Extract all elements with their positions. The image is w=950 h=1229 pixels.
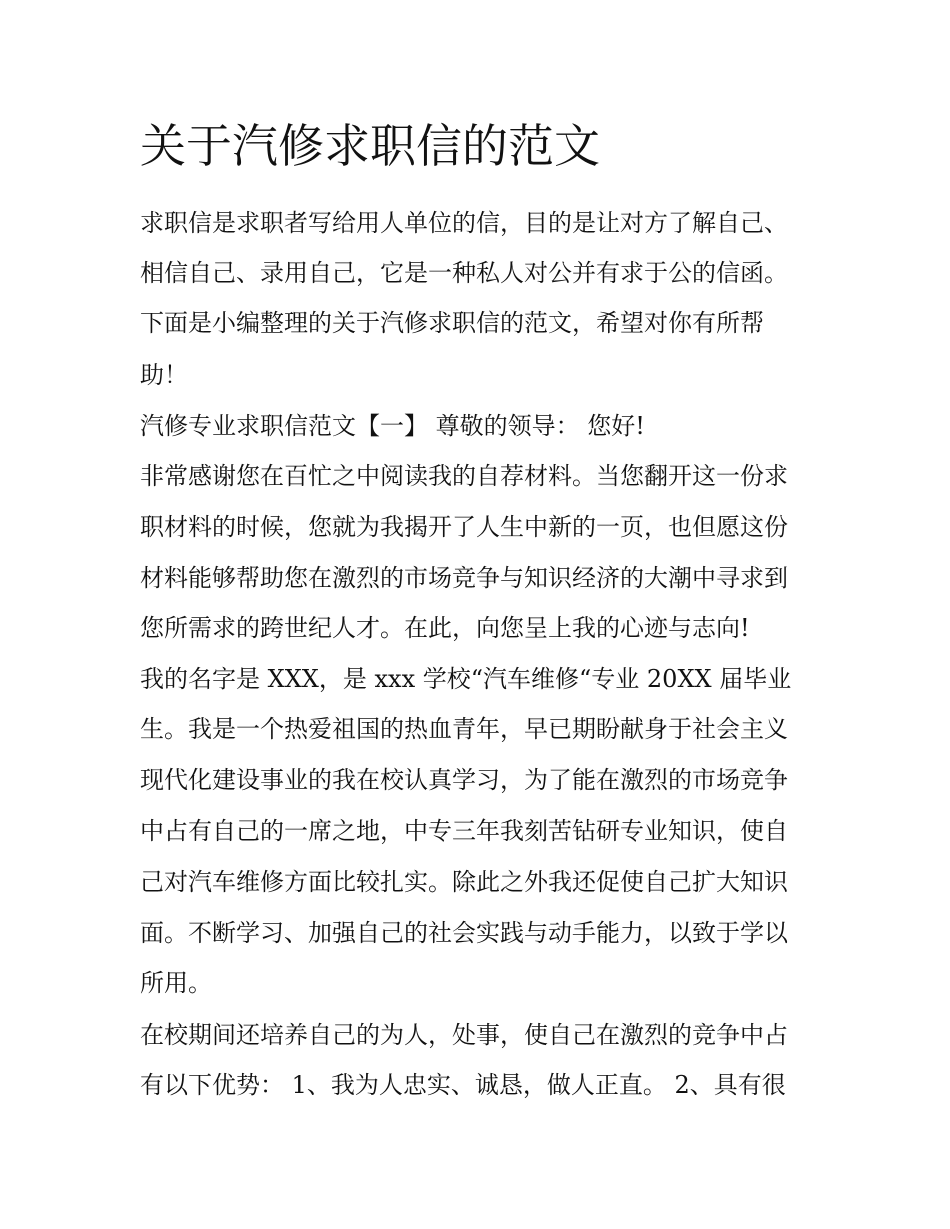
paragraph-line: 非常感谢您在百忙之中阅读我的自荐材料。当您翻开这一份求 <box>140 462 788 490</box>
paragraph-line: 在校期间还培养自己的为人，处事，使自己在激烈的竞争中占 <box>140 1021 788 1049</box>
document-title: 关于汽修求职信的范文 <box>140 119 600 173</box>
paragraph-line: 职材料的时候，您就为我揭开了人生中新的一页，也但愿这份 <box>140 513 788 541</box>
paragraph-line: 现代化建设事业的我在校认真学习，为了能在激烈的市场竞争 <box>140 766 788 794</box>
paragraph-line: 您所需求的跨世纪人才。在此，向您呈上我的心迹与志向! <box>140 614 750 642</box>
paragraph-line: 面。不断学习、加强自己的社会实践与动手能力，以致于学以 <box>140 919 788 947</box>
paragraph-line: 生。我是一个热爱祖国的热血青年，早已期盼献身于社会主义 <box>140 715 788 743</box>
paragraph-line: 己对汽车维修方面比较扎实。除此之外我还促使自己扩大知识 <box>140 868 788 896</box>
paragraph-line: 我的名字是 XXX，是 xxx 学校“汽车维修“专业 20XX 届毕业 <box>140 665 792 693</box>
paragraph-line: 材料能够帮助您在激烈的市场竞争与知识经济的大潮中寻求到 <box>140 564 788 592</box>
paragraph-line: 中占有自己的一席之地，中专三年我刻苦钻研专业知识，使自 <box>140 817 788 845</box>
section-heading-line: 汽修专业求职信范文【一】 尊敬的领导： 您好! <box>140 412 645 440</box>
paragraph-line: 有以下优势： 1、我为人忠实、诚恳，做人正直。 2、具有很 <box>140 1071 786 1099</box>
paragraph-line: 助！ <box>140 361 188 389</box>
paragraph-line: 下面是小编整理的关于汽修求职信的范文，希望对你有所帮 <box>140 309 764 337</box>
paragraph-line: 求职信是求职者写给用人单位的信，目的是让对方了解自己、 <box>140 209 788 237</box>
paragraph-line: 相信自己、录用自己，它是一种私人对公并有求于公的信函。 <box>140 259 788 287</box>
paragraph-line: 所用。 <box>140 969 212 997</box>
